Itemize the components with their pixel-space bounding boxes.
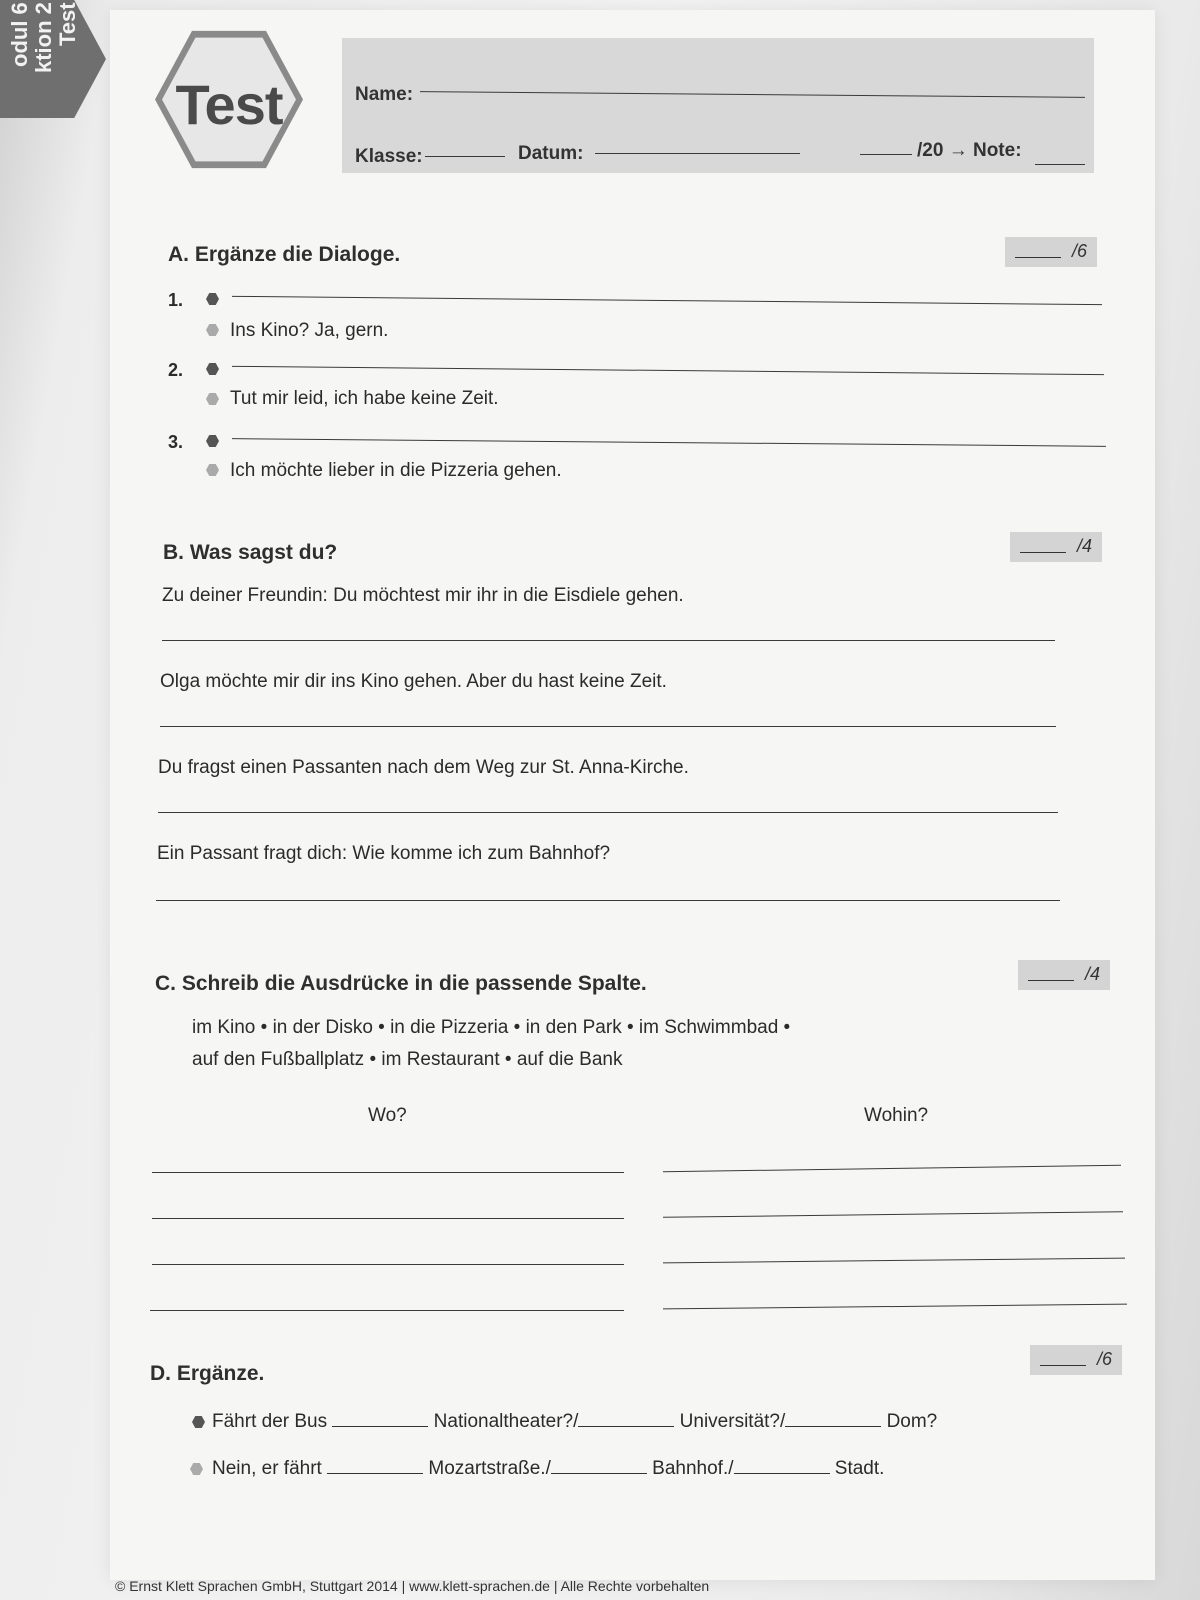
answer-part-2: Bahnhof./ bbox=[652, 1458, 734, 1479]
section-d-score-field[interactable] bbox=[1040, 1365, 1086, 1366]
prompt-1-answer-field[interactable] bbox=[162, 640, 1055, 641]
item-number: 1. bbox=[168, 290, 184, 310]
question-part-2: Universität?/ bbox=[679, 1411, 786, 1432]
answer-start: Nein, er fährt bbox=[212, 1458, 322, 1479]
grade-field[interactable] bbox=[1035, 164, 1085, 165]
wo-answer-field[interactable] bbox=[152, 1264, 624, 1265]
dialog-2-answer: Tut mir leid, ich habe keine Zeit. bbox=[230, 388, 499, 409]
class-field[interactable] bbox=[425, 156, 505, 157]
wo-answer-field[interactable] bbox=[152, 1172, 624, 1173]
gap-field[interactable] bbox=[551, 1456, 647, 1474]
section-b-score bbox=[1010, 532, 1102, 562]
column-wohin-header: Wohin? bbox=[864, 1105, 929, 1126]
gap-field[interactable] bbox=[578, 1409, 674, 1427]
section-b-title: B. Was sagst du? bbox=[163, 541, 338, 564]
gap-field[interactable] bbox=[327, 1456, 423, 1474]
section-c-score-field[interactable] bbox=[1028, 980, 1074, 981]
prompt-4-answer-field[interactable] bbox=[156, 900, 1060, 901]
section-c-max: /4 bbox=[1084, 964, 1100, 984]
answer-part-1: Mozartstraße./ bbox=[428, 1458, 551, 1479]
gap-field[interactable] bbox=[734, 1456, 830, 1474]
test-badge-label: Test bbox=[175, 73, 283, 136]
total-score-field[interactable] bbox=[860, 154, 912, 155]
column-wo-header: Wo? bbox=[368, 1105, 407, 1126]
class-label: Klasse: bbox=[355, 146, 423, 167]
item-number: 3. bbox=[168, 432, 184, 452]
item-number: 2. bbox=[168, 360, 184, 380]
section-a-title: A. Ergänze die Dialoge. bbox=[168, 243, 401, 266]
module-tab-label: odul 6 ktion 2 Test bbox=[7, 2, 80, 73]
prompt-2: Olga möchte mir dir ins Kino gehen. Aber du hast keine Zeit. bbox=[160, 671, 667, 692]
date-label: Datum: bbox=[518, 143, 584, 164]
wo-answer-field[interactable] bbox=[150, 1310, 624, 1311]
section-a-max: /6 bbox=[1071, 241, 1087, 261]
prompt-1: Zu deiner Freundin: Du möchtest mir ihr in die Eisdiele gehen. bbox=[162, 585, 684, 606]
section-d-score bbox=[1030, 1345, 1122, 1375]
expressions-line-1: im Kino • in der Disko • in die Pizzeria • in den Park • im Schwimmbad • bbox=[192, 1017, 791, 1038]
copyright-footer: © Ernst Klett Sprachen GmbH, Stuttgart 2014 | www.klett-sprachen.de | Alle Rechte vorbehalten bbox=[115, 1578, 710, 1594]
prompt-2-answer-field[interactable] bbox=[160, 726, 1056, 727]
answer-end: Stadt. bbox=[834, 1458, 885, 1479]
prompt-4: Ein Passant fragt dich: Wie komme ich zum Bahnhof? bbox=[157, 843, 611, 864]
section-d-title: D. Ergänze. bbox=[150, 1362, 265, 1385]
section-c-score bbox=[1018, 960, 1110, 990]
dialog-3-answer: Ich möchte lieber in die Pizzeria gehen. bbox=[230, 460, 562, 481]
name-label: Name: bbox=[355, 84, 414, 105]
question-part-1: Nationaltheater?/ bbox=[433, 1411, 579, 1432]
section-a-score-field[interactable] bbox=[1015, 257, 1061, 258]
dialog-1-answer: Ins Kino? Ja, gern. bbox=[230, 320, 389, 341]
question-start: Fährt der Bus bbox=[212, 1411, 328, 1432]
gap-field[interactable] bbox=[785, 1409, 881, 1427]
gap-field[interactable] bbox=[332, 1409, 428, 1427]
expressions-line-2: auf den Fußballplatz • im Restaurant • auf die Bank bbox=[192, 1049, 623, 1070]
section-b-score-field[interactable] bbox=[1020, 552, 1066, 553]
question-sentence bbox=[212, 1409, 937, 1433]
wo-answer-field[interactable] bbox=[152, 1218, 624, 1219]
section-c-title: C. Schreib die Ausdrücke in die passende Spalte. bbox=[155, 972, 647, 995]
section-a-score bbox=[1005, 237, 1097, 267]
prompt-3-answer-field[interactable] bbox=[158, 812, 1058, 813]
question-end: Dom? bbox=[886, 1411, 938, 1432]
prompt-3: Du fragst einen Passanten nach dem Weg zur St. Anna-Kirche. bbox=[158, 757, 689, 778]
section-d-max: /6 bbox=[1096, 1349, 1112, 1369]
total-score-label: /20 → Note: bbox=[917, 140, 1022, 161]
section-b-max: /4 bbox=[1076, 536, 1092, 556]
answer-sentence bbox=[212, 1456, 884, 1480]
date-field[interactable] bbox=[595, 153, 800, 154]
